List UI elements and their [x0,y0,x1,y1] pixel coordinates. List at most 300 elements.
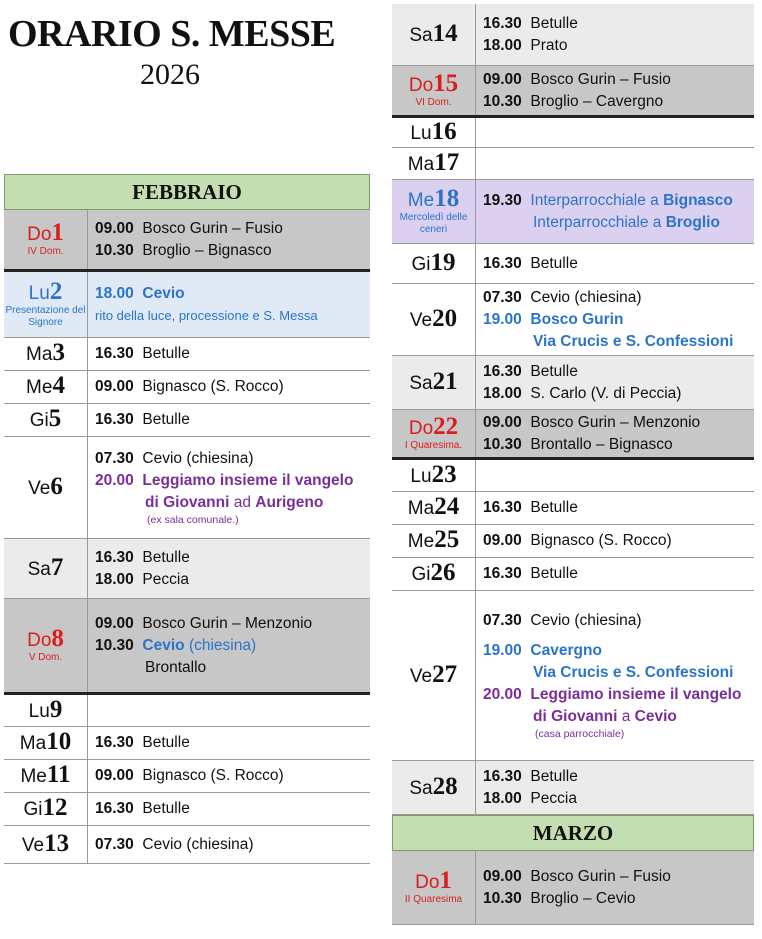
events-cell [476,761,754,814]
event-time: 16.30 [95,800,134,817]
events-cell [476,591,754,760]
event-time: 07.30 [483,288,522,306]
day-label [409,19,458,47]
day-label [407,493,460,520]
event-line [483,888,748,910]
day-label [411,559,456,586]
event-line [483,788,748,810]
event-text: (casa parrocchiale) [535,728,625,740]
event-text: ad [233,494,251,511]
day-name: Do [27,223,52,245]
day-row [392,558,754,591]
day-name: Sa [27,558,51,580]
event-text: Cevio [634,708,677,725]
event-time: 09.00 [95,767,134,784]
events-cell [476,284,754,355]
day-label [28,472,63,500]
day-number: 3 [52,339,65,366]
day-cell [4,371,88,403]
day-note: IV Dom. [27,245,64,257]
day-label [29,405,62,432]
day-number: 27 [432,660,458,688]
day-row [4,404,370,437]
day-number: 23 [431,460,457,488]
event-text: Cevio (chiesina) [530,288,642,306]
day-number: 15 [433,69,459,97]
day-cell [4,210,88,269]
event-text: Broglio – Cevio [530,889,636,907]
event-time: 19.00 [483,310,522,328]
day-name: Ve [21,834,45,856]
event-line [483,13,748,35]
day-cell [392,356,476,409]
day-label [21,829,70,857]
day-cell [392,244,476,283]
day-number: 25 [434,526,460,553]
day-number: 11 [46,761,71,788]
events-cell [476,180,754,243]
event-text: Cavergno [530,642,602,659]
day-cell [4,338,88,370]
day-cell [4,404,88,436]
year-label: 2026 [140,58,200,91]
day-cell [392,284,476,355]
day-label [26,339,65,366]
event-text: rito della luce, processione e S. Messa [95,307,318,323]
day-row [392,460,754,492]
day-label [20,761,71,788]
event-time: 19.30 [483,191,522,209]
day-name: Ma [407,153,435,175]
february-column-left [4,174,370,864]
day-number: 13 [44,829,70,857]
events-cell [476,4,754,65]
day-name: Lu [28,700,50,722]
day-number: 22 [433,412,459,440]
day-cell [392,4,476,65]
day-row [392,761,754,815]
day-row [392,244,754,284]
event-time: 16.30 [483,767,522,785]
event-line [95,657,364,679]
event-text: Bosco Gurin – Menzonio [142,614,313,632]
day-name: Lu [410,122,432,144]
event-time: 07.30 [483,612,522,629]
event-time: 19.00 [483,642,522,659]
event-line [95,765,364,787]
day-number: 7 [50,553,64,581]
event-line [483,728,748,741]
schedule-rows [392,4,754,815]
day-row [392,4,754,66]
event-line [95,343,364,365]
events-cell [476,558,754,590]
day-number: 16 [431,117,457,145]
day-name: Lu [410,465,432,487]
event-text: Betulle [530,499,578,516]
day-number: 21 [432,367,458,395]
day-name: Do [27,629,52,651]
day-row [4,695,370,727]
event-text: Bosco Gurin [530,310,624,328]
event-line [483,309,748,331]
event-text: Betulle [142,411,190,428]
day-row [392,284,754,356]
day-row [392,66,754,118]
events-cell [88,793,370,825]
day-row [392,851,754,925]
day-name: Me [26,377,53,398]
day-cell [392,180,476,243]
day-number: 10 [46,728,72,755]
events-cell [476,525,754,557]
event-text: Brontallo [145,658,207,676]
day-row [4,760,370,793]
event-line [483,706,748,728]
day-name: Ve [28,477,51,499]
events-cell [476,244,754,283]
spacer [483,632,748,640]
events-cell [88,826,370,863]
event-time: 10.30 [95,241,134,259]
day-name: Do [415,871,440,893]
event-time: 09.00 [483,532,522,549]
day-row [392,492,754,525]
event-text: Aurigeno [255,494,324,511]
day-label [408,412,459,440]
day-cell [4,826,88,863]
event-time: 10.30 [483,92,522,110]
day-cell [392,148,476,179]
events-cell [476,851,754,924]
event-line [95,470,364,492]
day-number: 4 [52,372,65,399]
event-line [483,361,748,383]
event-time: 16.30 [483,254,522,272]
event-line [483,662,748,684]
month-header-february: FEBBRAIO [4,174,370,210]
event-text: Bignasco [663,191,733,209]
event-line [483,434,748,456]
day-name: Sa [409,777,433,799]
day-label [411,248,456,276]
event-line [483,91,748,113]
event-time: 09.00 [483,867,522,885]
event-text: Betulle [530,362,578,380]
event-text: di Giovanni [145,494,230,511]
day-cell [4,539,88,598]
day-note: VI Dom. [415,96,452,108]
event-text: Bignasco (S. Rocco) [142,378,284,395]
day-name: Do [408,74,434,96]
event-time: 20.00 [483,686,522,703]
event-line [483,530,748,552]
day-label [410,460,457,488]
events-cell [88,539,370,598]
event-text: Betulle [142,548,190,566]
day-label [23,794,68,821]
day-note: V Dom. [28,651,63,663]
day-row [4,599,370,695]
event-text: Broglio – Cavergno [530,92,664,110]
event-text: Bosco Gurin – Fusio [530,70,671,88]
event-text: Bosco Gurin – Fusio [530,867,671,885]
event-line [483,190,748,212]
event-line [95,514,364,527]
event-time: 16.30 [95,345,134,362]
day-cell [4,727,88,759]
day-label [26,372,65,399]
event-time: 18.00 [483,789,522,807]
day-cell [4,599,88,692]
event-text: Bosco Gurin – Fusio [142,219,283,237]
event-text: (chiesina) [188,636,257,654]
day-number: 5 [48,405,62,432]
day-cell [392,591,476,760]
event-line [483,412,748,434]
day-row [4,437,370,539]
day-number: 1 [439,866,452,894]
event-text: Interparrocchiale a [530,191,659,209]
day-row [392,118,754,148]
event-text: Betulle [142,734,190,751]
day-cell [392,460,476,491]
event-text: Cevio [142,284,185,302]
event-text: Cevio [142,636,185,654]
event-time: 10.30 [483,889,522,907]
day-cell [392,492,476,524]
event-line [483,684,748,706]
day-cell [392,558,476,590]
day-note: II Quaresima [404,893,463,905]
day-label [408,69,459,97]
day-number: 6 [50,472,63,500]
day-cell [4,437,88,538]
events-cell [476,492,754,524]
events-cell [88,760,370,792]
event-text: Betulle [142,345,190,362]
event-line [95,569,364,591]
events-cell [88,338,370,370]
day-number: 26 [430,559,456,586]
event-text: Peccia [530,789,577,807]
event-line [483,69,748,91]
event-text: (ex sala comunale.) [147,514,239,526]
day-number: 17 [434,148,460,176]
events-cell [476,460,754,491]
event-line [483,640,748,662]
day-note: Presentazione del Signore [5,304,86,328]
day-name: Gi [411,253,431,275]
day-row [4,826,370,864]
event-text: Betulle [530,14,578,32]
event-time: 16.30 [95,411,134,428]
event-text: Bosco Gurin – Menzonio [530,413,701,431]
day-name: Me [407,189,435,211]
events-cell [476,410,754,457]
day-cell [4,272,88,337]
event-text: Leggiamo insieme il vangelo [142,472,354,489]
event-time: 09.00 [95,378,134,395]
event-line [483,35,748,57]
day-number: 19 [430,248,456,276]
event-line [95,732,364,754]
events-cell [476,118,754,147]
events-cell [476,148,754,179]
day-number: 20 [432,304,458,332]
day-row [4,539,370,599]
day-row [392,356,754,410]
events-cell [476,356,754,409]
event-time: 18.00 [483,36,522,54]
event-line [483,287,748,309]
event-time: 16.30 [483,362,522,380]
schedule-rows [4,210,370,864]
event-line [483,331,748,353]
day-row [4,210,370,272]
event-line [95,834,364,856]
day-label [19,728,72,755]
event-text: Cevio (chiesina) [530,612,642,629]
day-number: 24 [434,493,460,520]
event-time: 18.00 [95,284,134,302]
day-number: 18 [434,184,460,212]
events-cell [476,66,754,115]
event-time: 10.30 [483,435,522,453]
event-text: Bignasco (S. Rocco) [142,767,284,784]
day-row [4,338,370,371]
event-text: Bignasco (S. Rocco) [530,532,672,549]
event-line [95,283,364,305]
day-name: Me [407,531,435,552]
event-line [483,610,748,632]
event-text: Betulle [530,565,578,582]
day-name: Ma [19,733,47,754]
day-name: Ma [26,344,53,365]
events-cell [88,404,370,436]
event-line [95,798,364,820]
event-time: 07.30 [95,835,134,853]
day-label [407,184,460,212]
event-text: Betulle [530,767,578,785]
day-number: 12 [42,794,68,821]
event-text: Via Crucis e S. Confessioni [533,332,734,350]
day-number: 8 [51,624,64,652]
events-cell [88,272,370,337]
day-label [409,772,458,800]
day-name: Ma [407,498,435,519]
event-time: 09.00 [483,70,522,88]
event-text: Leggiamo insieme il vangelo [530,686,742,703]
event-line [483,253,748,275]
day-cell [392,851,476,924]
day-cell [4,793,88,825]
day-label [407,526,460,553]
event-line [483,383,748,405]
event-text: Interparrocchiale a [533,213,662,231]
event-time: 16.30 [483,565,522,582]
event-text: Brontallo – Bignasco [530,435,673,453]
day-label [409,304,458,332]
event-line [95,305,364,327]
day-row [4,793,370,826]
schedule-column-right [392,4,754,925]
event-text: Cevio (chiesina) [142,835,254,853]
day-row [392,410,754,460]
event-line [95,409,364,431]
events-cell [88,599,370,692]
event-time: 09.00 [95,219,134,237]
day-label [27,218,64,246]
event-line [483,212,748,234]
event-text: di Giovanni [533,708,618,725]
event-text: S. Carlo (V. di Peccia) [530,384,682,402]
day-row [392,148,754,180]
event-time: 10.30 [95,636,134,654]
day-label [28,277,63,305]
day-name: Lu [28,282,50,304]
day-label [27,624,64,652]
day-row [392,525,754,558]
day-cell [392,525,476,557]
event-text: Prato [530,36,568,54]
event-line [95,613,364,635]
event-line [95,547,364,569]
day-number: 2 [49,277,63,305]
day-name: Gi [411,564,431,585]
event-text: Via Crucis e S. Confessioni [533,664,734,681]
day-name: Do [408,417,434,439]
day-number: 9 [49,695,63,723]
events-cell [88,695,370,726]
event-time: 16.30 [95,734,134,751]
event-line [483,866,748,888]
schedule-rows [392,851,754,925]
event-time: 07.30 [95,450,134,467]
event-time: 20.00 [95,472,134,489]
day-cell [392,761,476,814]
day-number: 1 [51,218,64,246]
page-title: ORARIO S. MESSE [8,13,336,55]
day-label [409,660,458,688]
event-text: Betulle [142,800,190,817]
event-text: Betulle [530,254,578,272]
day-note: I Quaresima. [404,439,463,451]
event-line [95,240,364,262]
event-text: a [621,708,631,725]
event-line [483,563,748,585]
day-cell [392,118,476,147]
event-time: 18.00 [95,570,134,588]
event-line [483,497,748,519]
events-cell [88,727,370,759]
day-name: Sa [409,24,433,46]
events-cell [88,210,370,269]
event-text: Broglio [665,213,720,231]
events-cell [88,437,370,538]
event-line [95,635,364,657]
event-line [95,376,364,398]
day-name: Gi [23,799,43,820]
month-header-march: MARZO [392,815,754,851]
event-line [95,492,364,514]
day-row [4,272,370,338]
day-row [4,371,370,404]
day-note: Mercoledì delle ceneri [399,211,468,235]
event-time: 16.30 [483,499,522,516]
event-time: 16.30 [483,14,522,32]
day-row [392,591,754,761]
